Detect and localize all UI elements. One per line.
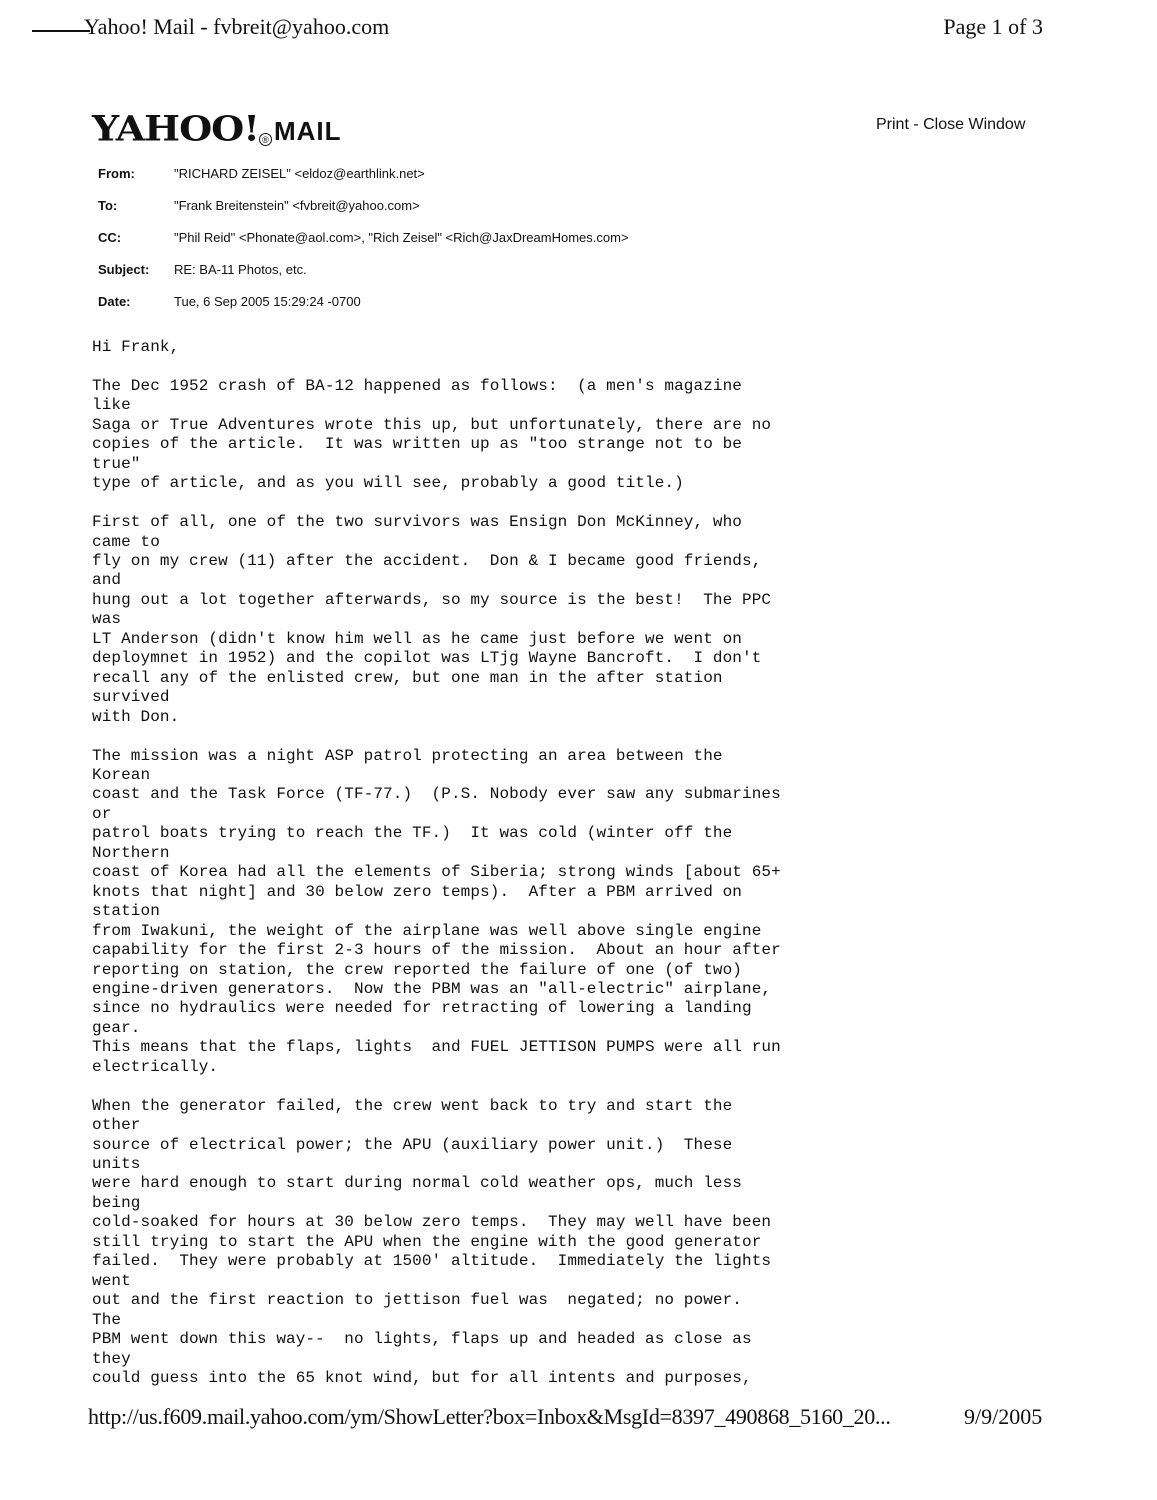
date-label: Date:	[98, 293, 131, 309]
date-value: Tue, 6 Sep 2005 15:29:24 -0700	[174, 293, 361, 309]
print-footer-url: http://us.f609.mail.yahoo.com/ym/ShowLetter?box=Inbox&MsgId=8397_490868_5160_20...	[88, 1404, 891, 1429]
from-row	[98, 157, 629, 189]
cc-value: "Phil Reid" <Phonate@aol.com>, "Rich Zeisel" <Rich@JaxDreamHomes.com>	[174, 229, 629, 245]
cc-row	[98, 221, 629, 253]
yahoo-mail-logo	[92, 98, 342, 148]
message-body: Hi Frank, The Dec 1952 crash of BA-12 happened as follows: (a men's magazine like Saga or True Adventures wrote this up, but unfortunately, there are no copies of the article. It was written up as "too strange not to be true" type of article, and as you will see, probably a good title.) First of all, one of the two survivors was Ensign Don McKinney, who came to fly on my crew (11) after the accident. Don & I became good friends, and hung out a lot together afterwards, so my source is the best! The PPC was LT Anderson (didn't know him well as he came just before we went on deploymnet in 1952) and the copilot was LTjg Wayne Bancroft. I don't recall any of the enlisted crew, but one man in the after station survived with Don. The mission was a night ASP patrol protecting an area between the Korean coast and the Task Force (TF-77.) (P.S. Nobody ever saw any submarines or patrol boats trying to reach the TF.) It was cold (winter off the Northern coast of Korea had all the elements of Siberia; strong winds [about 65+ knots that night] and 30 below zero temps). After a PBM arrived on station from Iwakuni, the weight of the airplane was well above single engine capability for the first 2-3 hours of the mission. About an hour after reporting on station, the crew reported the failure of one (of two) engine-driven generators. Now the PBM was an "all-electric" airplane, since no hydraulics were needed for retracting of lowering a landing gear. This means that the flaps, lights and FUEL JETTISON PUMPS were all run electrically. When the generator failed, the crew went back to try and start the other source of electrical power; the APU (auxiliary power unit.) These units were hard enough to start during normal cold weather ops, much less being cold-soaked for hours at 30 below zero temps. They may well have been still trying to start the APU when the engine with the good generator failed. They were probably at 1500' altitude. Immediately the lights went out and the first reaction to jettison fuel was negated; no power. The PBM went down this way-- no lights, flaps up and headed as close as they could guess into the 65 knot wind, but for all intents and purposes,	[92, 338, 781, 1388]
registered-mark-icon: ®	[259, 133, 272, 146]
print-close-window-link[interactable]: Print - Close Window	[876, 116, 1026, 133]
email-headers	[98, 157, 629, 317]
to-label: To:	[98, 197, 118, 213]
header-rule	[32, 30, 90, 32]
to-value: "Frank Breitenstein" <fvbreit@yahoo.com>	[174, 197, 420, 213]
logo-mail-text: MAIL	[273, 116, 342, 146]
subject-label: Subject:	[98, 261, 150, 277]
print-header-title: Yahoo! Mail - fvbreit@yahoo.com	[84, 14, 390, 39]
subject-value: RE: BA-11 Photos, etc.	[174, 261, 307, 277]
subject-row	[98, 253, 629, 285]
from-value: "RICHARD ZEISEL" <eldoz@earthlink.net>	[174, 165, 425, 181]
page-number: Page 1 of 3	[943, 14, 1043, 39]
print-footer-date: 9/9/2005	[964, 1404, 1043, 1429]
date-row	[98, 285, 629, 317]
to-row	[98, 189, 629, 221]
from-label: From:	[98, 165, 135, 181]
logo-yahoo-text: YAHOO!	[92, 108, 259, 149]
cc-label: CC:	[98, 229, 122, 245]
